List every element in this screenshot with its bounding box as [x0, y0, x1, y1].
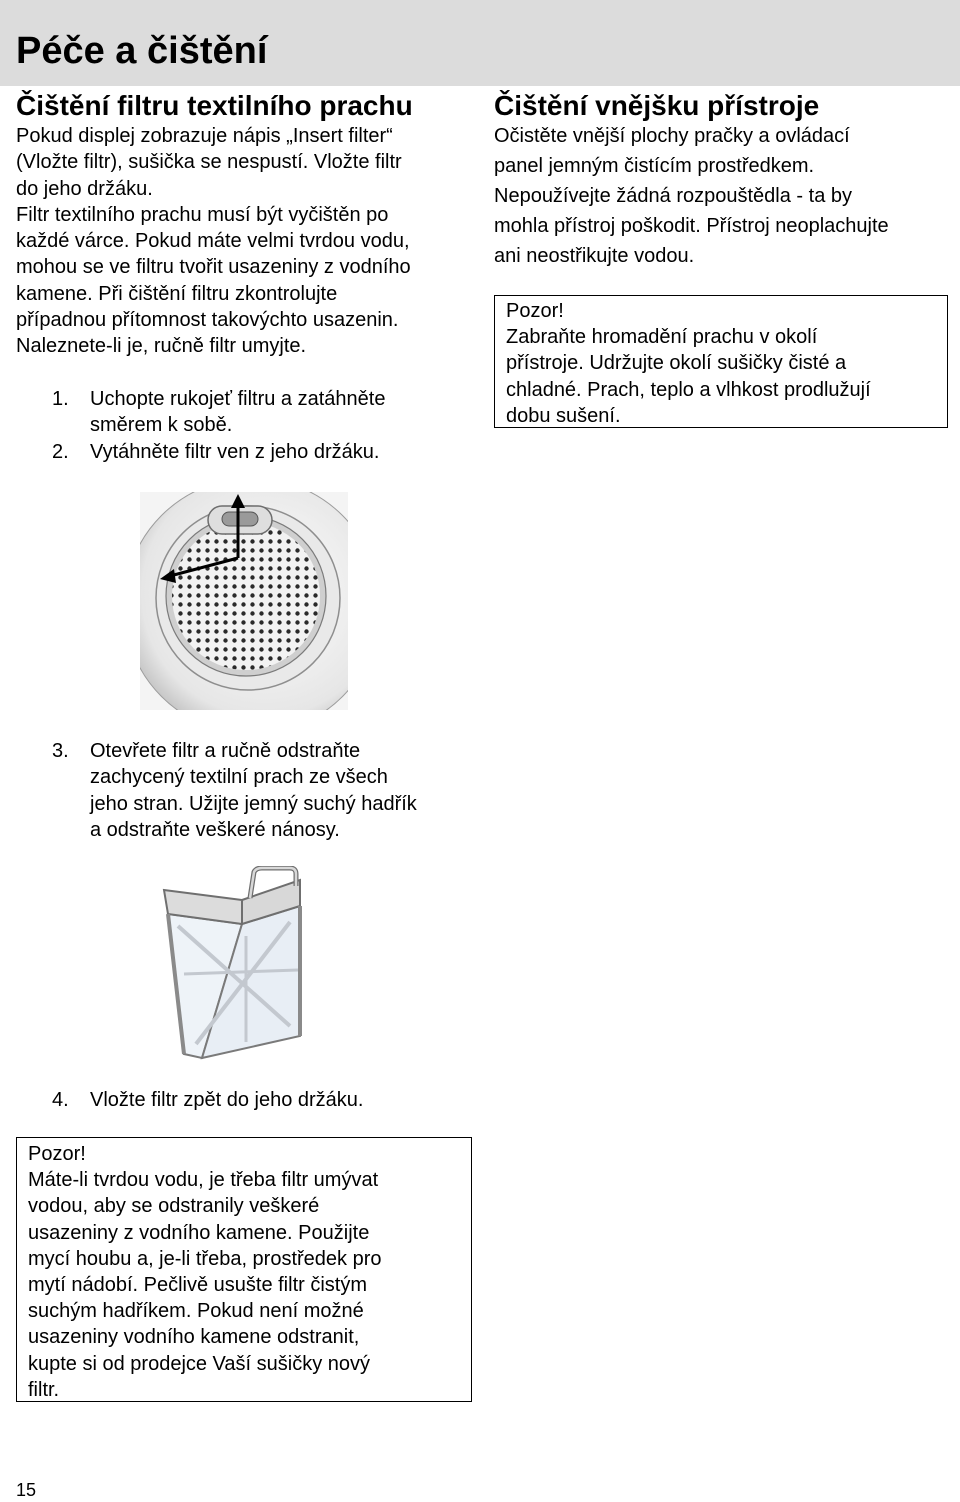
- warning-line: usazeniny z vodního kamene. Použijte: [28, 1221, 370, 1244]
- intro-line: mohou se ve filtru tvořit usazeniny z vodního: [16, 256, 411, 279]
- step-line: Otevřete filtr a ručně odstraňte: [90, 740, 361, 762]
- step-line: jeho stran. Užijte jemný suchý hadřík: [90, 792, 417, 815]
- intro-line: Pokud displej zobrazuje nápis „Insert filter“: [16, 125, 393, 147]
- exterior-line: panel jemným čistícím prostředkem.: [494, 155, 815, 177]
- warning-line: usazeniny vodního kamene odstranit,: [28, 1326, 360, 1349]
- intro-line: případnou přítomnost takovýchto usazenin.: [16, 309, 399, 332]
- warning-line: dobu sušení.: [506, 404, 621, 427]
- page-title: Péče a čištění: [16, 30, 268, 72]
- step-line: zachycený textilní prach ze všech: [90, 766, 388, 789]
- dust-warning-box: [494, 295, 948, 428]
- intro-line: Naleznete-li je, ručně filtr umyjte.: [16, 335, 307, 358]
- step-line: Vytáhněte filtr ven z jeho držáku.: [90, 441, 380, 463]
- intro-line: (Vložte filtr), sušička se nespustí. Vložte filtr: [16, 151, 402, 174]
- step-4: [52, 1087, 472, 1114]
- filter-in-door-illustration: [140, 492, 348, 710]
- exterior-cleaning-heading: Čištění vnějšku přístroje: [494, 90, 820, 121]
- open-filter-drawing: [150, 866, 330, 1062]
- step-number: 2.: [52, 441, 69, 463]
- step-line: a odstraňte veškeré nánosy.: [90, 818, 340, 841]
- warning-title: Pozor!: [506, 300, 564, 322]
- step-2: [52, 439, 472, 466]
- step-line: Uchopte rukojeť filtru a zatáhněte: [90, 388, 386, 410]
- warning-title: Pozor!: [28, 1143, 86, 1165]
- step-1: [52, 386, 472, 440]
- warning-line: mycí houbu a, je-li třeba, prostředek pro: [28, 1247, 382, 1270]
- intro-line: každé várce. Pokud máte velmi tvrdou vodu,: [16, 230, 410, 253]
- warning-line: přístroje. Udržujte okolí sušičky čisté a: [506, 352, 847, 375]
- step-number: 3.: [52, 740, 69, 762]
- exterior-cleaning-text: [494, 121, 954, 271]
- lint-filter-heading: Čištění filtru textilního prachu: [16, 90, 413, 121]
- step-3: [52, 738, 482, 844]
- warning-line: Máte-li tvrdou vodu, je třeba filtr umývat: [28, 1169, 379, 1192]
- open-filter-illustration: [150, 866, 330, 1062]
- intro-line: do jeho držáku.: [16, 177, 153, 200]
- warning-line: chladné. Prach, teplo a vlhkost prodlužují: [506, 378, 871, 401]
- warning-line: mytí nádobí. Pečlivě usušte filtr čistým: [28, 1274, 368, 1297]
- warning-line: kupte si od prodejce Vaší sušičky nový: [28, 1352, 371, 1375]
- warning-line: vodou, aby se odstranily veškeré: [28, 1195, 320, 1218]
- page-number: 15: [16, 1480, 37, 1500]
- filter-in-door-drawing: [140, 492, 348, 710]
- exterior-line: ani neostřikujte vodou.: [494, 245, 695, 267]
- exterior-line: mohla přístroj poškodit. Přístroj neoplachujte: [494, 215, 889, 237]
- warning-line: suchým hadříkem. Pokud není možné: [28, 1300, 364, 1323]
- hard-water-warning-box: [16, 1137, 472, 1402]
- step-line: směrem k sobě.: [90, 414, 233, 437]
- exterior-line: Nepoužívejte žádná rozpouštědla - ta by: [494, 185, 852, 207]
- intro-line: kamene. Při čištění filtru zkontrolujte: [16, 282, 338, 305]
- lint-filter-intro: [16, 123, 476, 360]
- intro-line: Filtr textilního prachu musí být vyčištěn po: [16, 203, 389, 226]
- step-line: Vložte filtr zpět do jeho držáku.: [90, 1089, 364, 1111]
- step-number: 4.: [52, 1089, 69, 1111]
- warning-line: filtr.: [28, 1378, 60, 1401]
- step-number: 1.: [52, 388, 69, 410]
- warning-line: Zabraňte hromadění prachu v okolí: [506, 326, 818, 349]
- exterior-line: Očistěte vnější plochy pračky a ovládací: [494, 125, 850, 147]
